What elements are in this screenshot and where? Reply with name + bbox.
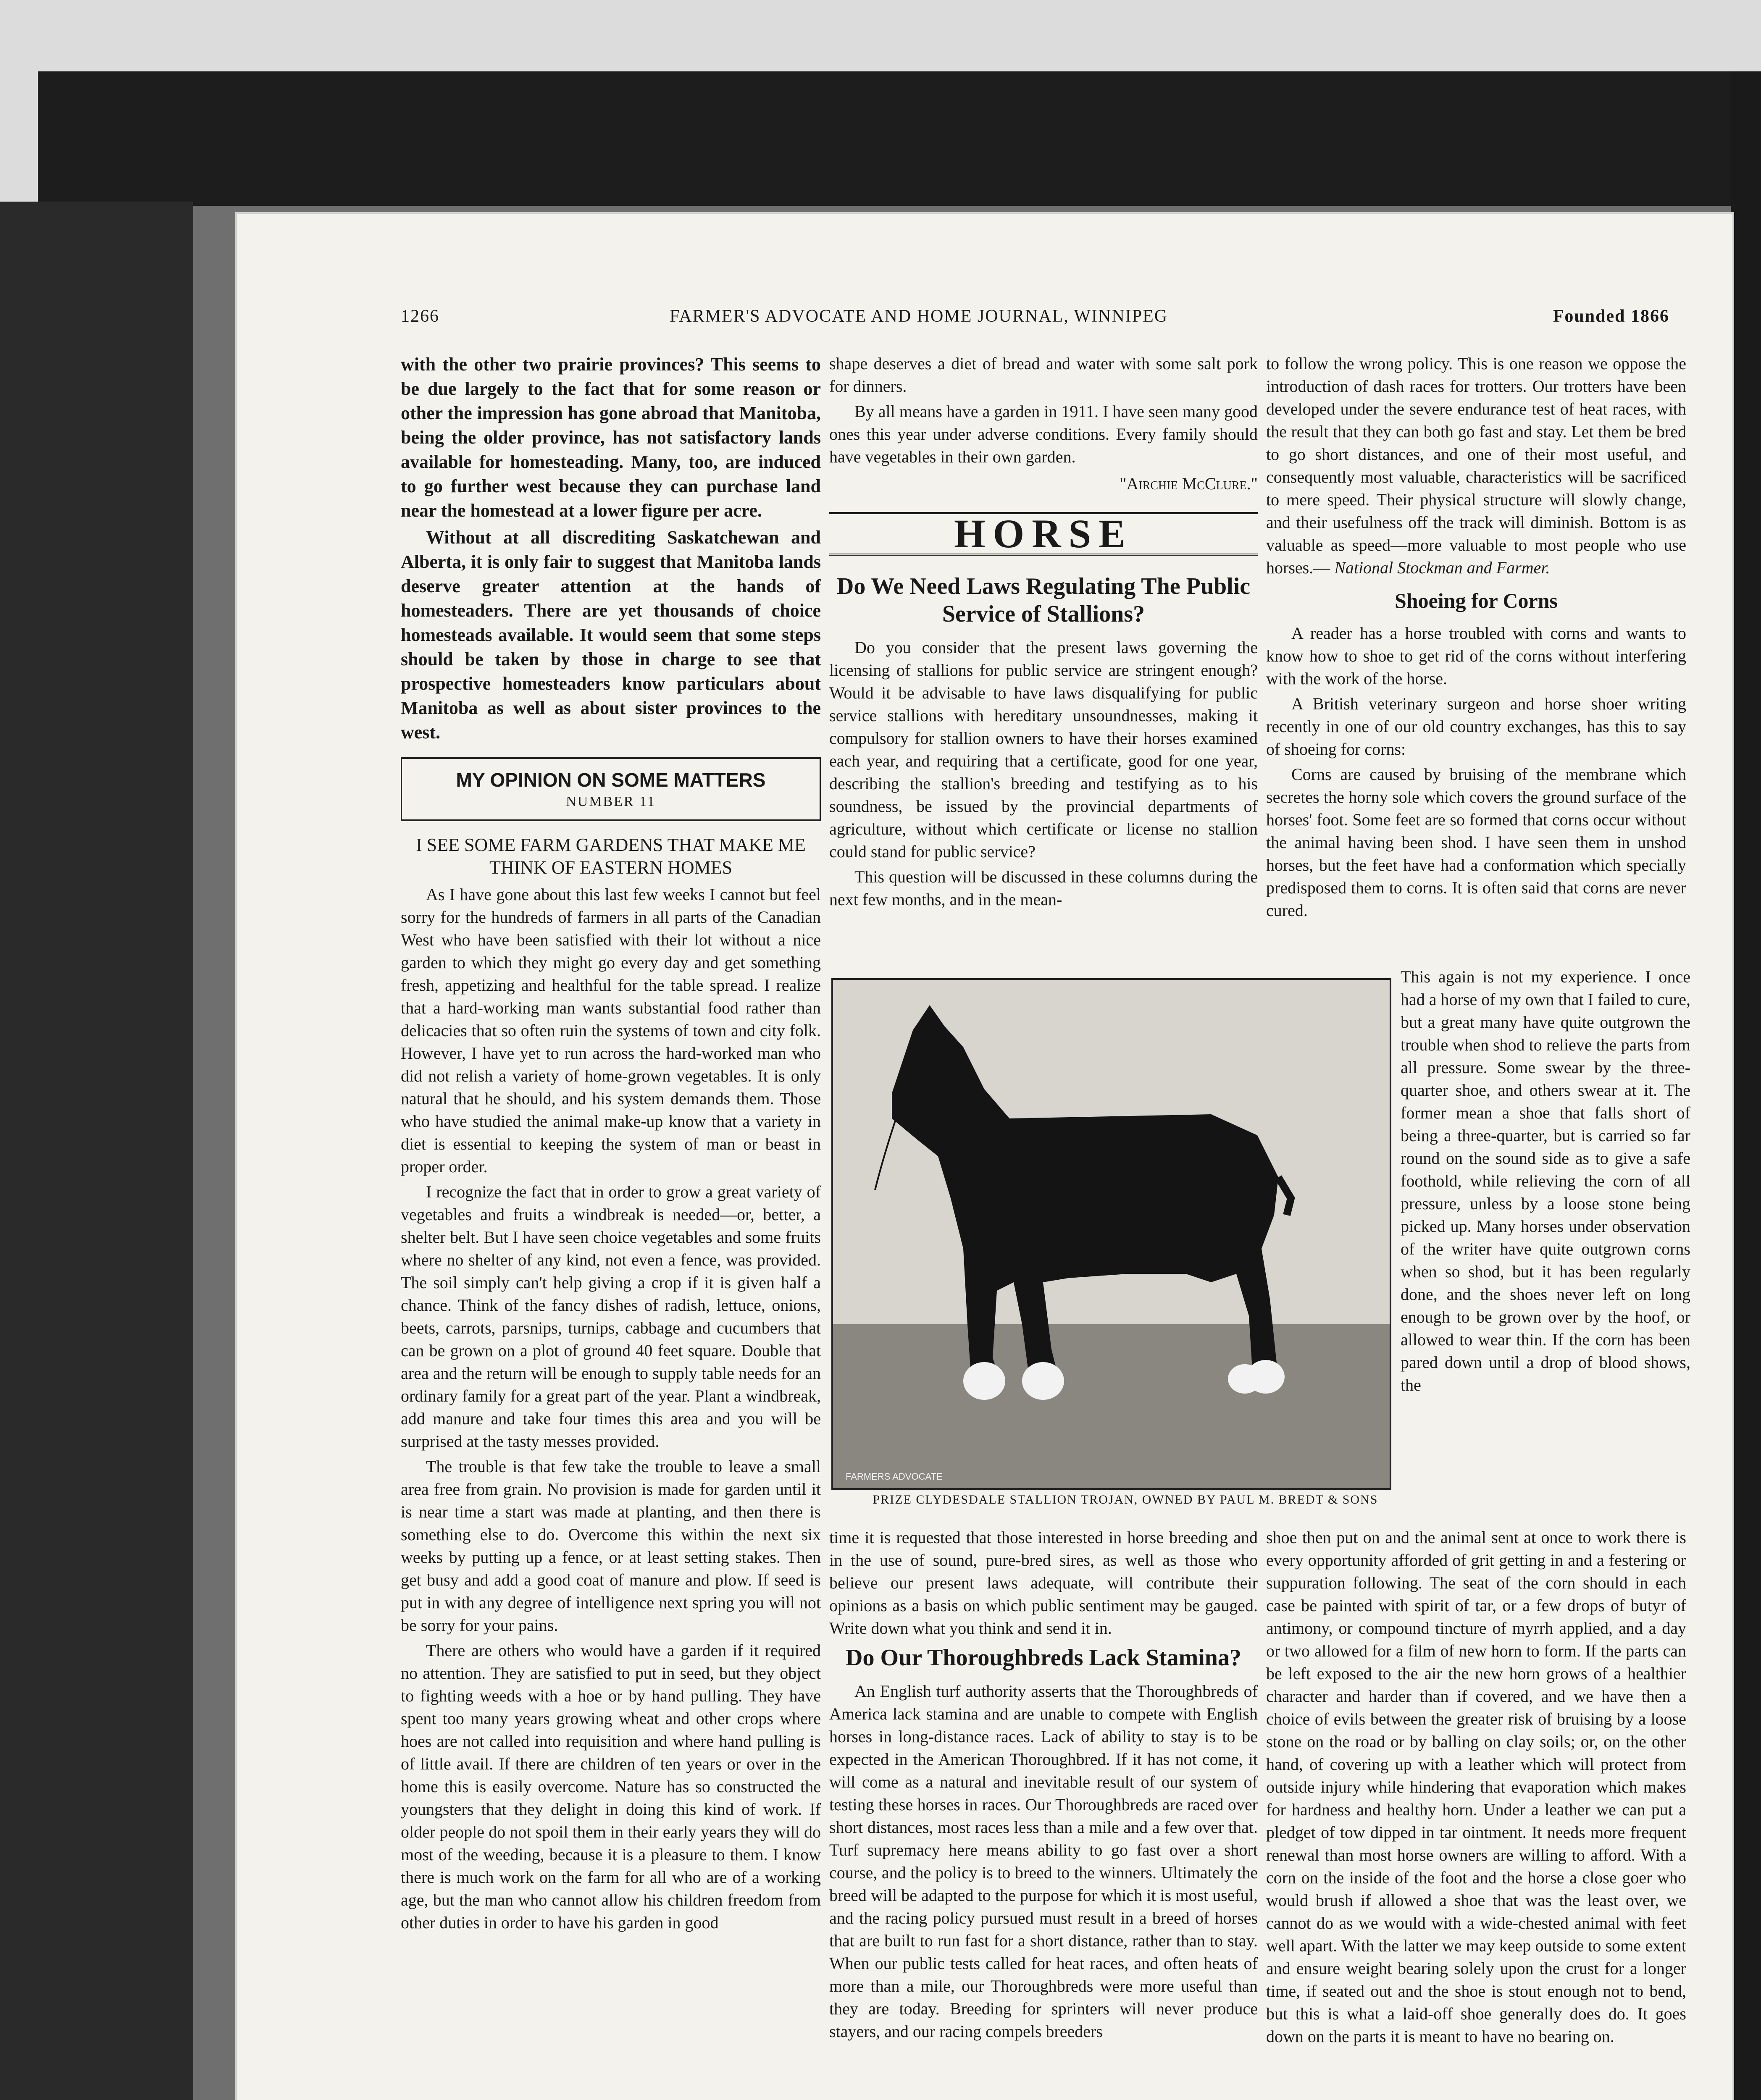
scan-dark-band <box>38 71 1731 206</box>
photo-caption: PRIZE CLYDESDALE STALLION TROJAN, OWNED BY PAUL M. BREDT & SONS <box>873 1493 1378 1507</box>
paragraph: An English turf authority asserts that the Thoroughbreds of America lack stamina and are unable to compete with English horses in long-distance races. Lack of ability to stay is to be expected in the American Thoroughbred. If it has not come, it will come as a natural and inevitable result of our system of testing these horses in races. Our Thoroughbreds are raced over short distances, most races less than a mile and a few over that. Turf supremacy here means ability to go fast over a short course, and the policy is to breed to the winners. Ultimately the breed will be adapted to the purpose for which it is most useful, and the racing policy pursued must result in a breed of horses that are built to run fast for a short distance, rather than to stay. When our public tests called for heat races, and often heats of more than a mile, our Thoroughbreds were more useful than they are today. Breeding for sprinters will never produce stayers, and our racing compels breeders <box>829 1682 1258 2041</box>
paragraph: By all means have a garden in 1911. I have seen many good ones this year under adverse conditions. Every family should have vegetables in their own garden. <box>829 402 1258 466</box>
signature: "Airchie McClure." <box>1120 474 1258 493</box>
column-right-bottom <box>1266 1526 1686 2050</box>
paragraph: Corns are caused by bruising of the membrane which secretes the horny sole which covers the ground surface of the horses' foot. Some feet are so formed that corns occur without the animal having been shod. I have seen them in unshod horses, but the feet have had a conformation which specially predisposed them to corns. It is often said that corns are never cured. <box>1266 765 1686 920</box>
paragraph: This question will be discussed in these columns during the next few months, and in the mean- <box>829 867 1258 909</box>
article-title: Do Our Thoroughbreds Lack Stamina? <box>846 1645 1241 1671</box>
paragraph: shape deserves a diet of bread and water with some salt pork for dinners. <box>829 354 1258 396</box>
paragraph: I recognize the fact that in order to grow a great variety of vegetables and fruits a windbreak is needed—or, better, a shelter belt. But I have seen choice vegetables and some fruits where no shelter of any kind, not even a fence, was provided. The soil simply can't help giving a crop if it is given half a chance. Think of the fancy dishes of radish, lettuce, onions, beets, carrots, parsnips, turnips, cabbage and cucumbers that can be grown on a plot of ground 40 feet square. Double that area and the return will be enough to supply table needs for an ordinary family for a great part of the year. Plant a windbreak, add manure and take four times this area and you will be surprised at the tasty messes provided. <box>401 1182 821 1451</box>
article-title: Do We Need Laws Regulating The Public Service of Stallions? <box>836 573 1251 627</box>
paragraph: As I have gone about this last few weeks I cannot but feel sorry for the hundreds of farmers in all parts of the Canadian West who have been satisfied with their lot without a nice garden to which they might go every day and get something fresh, appetizing and healthful for the table spread. I realize that a hard-working man wants substantial food rather than delicacies that so often ruin the systems of town and city folk. However, I have yet to run across the hard-worked man who did not relish a variety of home-grown vegetables. It is only natural that he should, and his system demands them. Those who have studied the animal make-up know that a variety in diet is essential to keeping the system of man or beast in proper order. <box>401 885 821 1176</box>
founded-label: Founded 1866 <box>1553 307 1669 326</box>
source-credit: National Stockman and Farmer. <box>1334 558 1550 577</box>
horse-silhouette-icon <box>833 980 1390 1488</box>
paragraph: Do you consider that the present laws governing the licensing of stallions for public service are stringent enough? Would it be advisable to have laws disqualifying for public service stallions with hereditary unsoundnesses, making it compulsory for stallion owners to have their horses examined each year, and requiring that a certificate, good for one year, describing the stallion's breeding and testifying as to his soundness, be issued by the provincial departments of agriculture, without which certificate or license no stallion could stand for public service? <box>829 638 1258 861</box>
newspaper-page <box>235 212 1734 2100</box>
stallion-photo <box>831 978 1391 1490</box>
paragraph: This again is not my experience. I once had a horse of my own that I failed to cure, but a great many have quite outgrown the trouble when shod to relieve the parts from all pressure. Some swear by the three-quarter shoe, and others swear at it. The former mean a shoe that falls short of being a three-quarter, but is carried so far round on the sound side as to give a safe foothold, while relieving the corn of all pressure, unless by a loose stone being picked up. Many horses under observation of the writer have quite outgrown corns when so shod, but it has been regularly done, and the shoes never left on long enough to be grown over by the hoof, or allowed to wear thin. If the corn has been pared down until a drop of blood shows, the <box>1401 967 1690 1394</box>
scan-background-left <box>0 202 193 2100</box>
opinion-box-number: NUMBER 11 <box>566 794 656 809</box>
paragraph: time it is requested that those interested in horse breeding and in the use of sound, pure-bred sires, as well as those who believe our present laws adequate, will contribute their opinions as a basis on which public sentiment may be gauged. Write down what you think and send it in. <box>829 1528 1258 1638</box>
paragraph: with the other two prairie provinces? This seems to be due largely to the fact that for some reason or other the impression has gone abroad that Manitoba, being the older province, has not satisfactory lands available for homesteading. Many, too, are induced to go further west because they can purchase land near the homestead at a lower figure per acre. <box>401 354 821 521</box>
paragraph: Without at all discrediting Saskatchewan and Alberta, it is only fair to suggest that Manitoba lands deserve greater attention at the hands of homesteaders. There are yet thousands of choice homesteads available. It would seem that some steps should be taken by those in charge to see that prospective homesteaders know particulars about Manitoba as well as about sister provinces to the west. <box>401 527 821 743</box>
paragraph: The trouble is that few take the trouble to leave a small area free from grain. No provision is made for garden until it is near time a start was made at planting, and then there is something else to do. Overcome this within the next six weeks by putting up a fence, or at least setting stakes. Then get busy and add a good coat of manure and plow. If seed is put in with any degree of intelligence next spring you will not be sorry for your pains. <box>401 1457 821 1635</box>
paragraph: shoe then put on and the animal sent at once to work there is every opportunity afforded of grit getting in and a festering or suppuration following. The seat of the corn should in each case be painted with spirit of tar, or a few drops of butyr of antimony, or compound tincture of myrrh applied, and a day or two allowed for a film of new horn to form. If the parts can be left exposed to the air the new horn grows of a healthier character and harder than if covered, and we have then a choice of evils between the greater risk of bruising by a loose stone on the road or by balling on clay soils; or, on the other hand, of covering up with a leather which will protect from outside injury while hindering that evaporation which makes for hardness and healthy horn. Under a leather we can put a pledget of tow dipped in tar ointment. It needs more frequent renewal than most horse owners are willing to afford. With a corn on the inside of the foot and the horse a close goer who would brush if allowed a shoe that was the least over, we cannot do as we would with a wide-chested animal with feet well apart. With the latter we may keep outside to some extent and ensure weight bearing solely upon the crust for a longer time, if seated out and the shoe is stout enough not to bend, but this is what a laid-off shoe generally does do. It goes down on the parts it is meant to have no bearing on. <box>1266 1528 1686 2046</box>
paragraph: There are others who would have a garden if it required no attention. They are satisfied to put in seed, but they object to fighting weeds with a hoe or by hand pulling. They have spent too many years growing wheat and other crops where hoes are not called into requisition and where hand pulling is of little avail. If there are children of ten years or over in the home this is easily overcome. Nature has so constructed the youngsters that they delight in doing this kind of work. If older people do not spoil them in their early years they will do most of the weeding, because it is a pleasure to them. I know there is much work on the farm for all who are of a working age, but the man who cannot allow his children freedom from other duties in order to have his garden in good <box>401 1641 821 1932</box>
paragraph: A British veterinary surgeon and horse shoer writing recently in one of our old country exchanges, has this to say of shoeing for corns: <box>1266 694 1686 759</box>
page-number: 1266 <box>401 307 439 326</box>
column-middle-bottom <box>829 1526 1258 2045</box>
article-title: Shoeing for Corns <box>1394 589 1558 612</box>
photo-watermark: FARMERS ADVOCATE <box>846 1471 943 1482</box>
publication-title: FARMER'S ADVOCATE AND HOME JOURNAL, WINNIPEG <box>670 307 1168 326</box>
section-heading: HORSE <box>829 512 1258 556</box>
column-middle-top <box>829 352 1258 914</box>
opinion-box <box>401 757 821 821</box>
page-header <box>401 306 1669 336</box>
opinion-box-title: MY OPINION ON SOME MATTERS <box>456 769 766 791</box>
scan-background-right <box>1731 71 1761 2100</box>
article-subhead: I SEE SOME FARM GARDENS THAT MAKE ME THINK OF EASTERN HOMES <box>416 835 806 878</box>
column-right-top <box>1266 352 1686 924</box>
column-right-wrap <box>1401 966 1690 1396</box>
paragraph: A reader has a horse troubled with corns and wants to know how to shoe to get rid of the corns without interfering with the work of the horse. <box>1266 624 1686 688</box>
column-left <box>401 352 821 1937</box>
paragraph: to follow the wrong policy. This is one reason we oppose the introduction of dash races for trotters. Our trotters have been developed under the severe endurance test of heat races, with the result that they can both go fast and stay. Let them be bred to go short distances, and one of their most useful, and consequently most valuable, characteristics will be sacrificed to mere speed. Their physical structure will slowly change, and their usefulness off the track will diminish. Bottom is as valuable as speed—more valuable to most people who use horses.— National Stockman and Farmer. <box>1266 354 1686 577</box>
